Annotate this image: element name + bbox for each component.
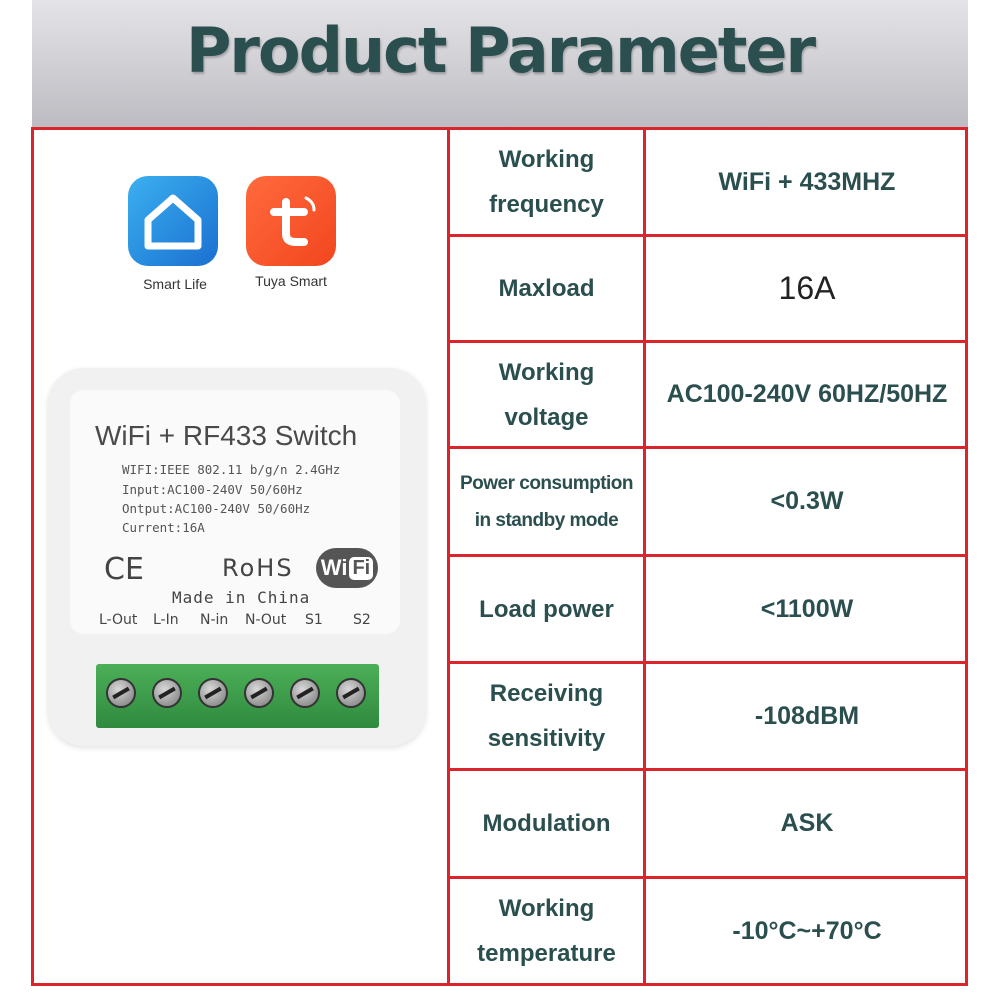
- param-value-voltage: AC100-240V 60HZ/50HZ: [666, 380, 948, 408]
- tuya-smart-label: Tuya Smart: [255, 273, 327, 289]
- made-in-label: Made in China: [172, 588, 311, 607]
- param-label-maxload: Maxload: [498, 275, 595, 302]
- param-label-temperature: Working temperature: [477, 895, 616, 967]
- param-label-standby: Power consumption in standby mode: [459, 472, 634, 531]
- tuya-smart-app-icon: [246, 176, 336, 266]
- house-icon: [128, 176, 218, 266]
- param-value-modulation: ASK: [780, 809, 834, 837]
- param-value-temperature: -10°C~+70°C: [732, 916, 882, 945]
- param-value-frequency: WiFi + 433MHZ: [718, 167, 896, 196]
- param-label-modulation: Modulation: [482, 810, 611, 837]
- param-value-sensitivity: -108dBM: [754, 701, 860, 730]
- device-title: WiFi + RF433 Switch: [95, 420, 358, 451]
- terminal-label: N-in: [200, 612, 229, 628]
- param-label-frequency: Working frequency: [489, 146, 604, 218]
- param-label-load-power: Load power: [479, 595, 614, 623]
- wifi-badge-icon: [316, 548, 378, 588]
- param-label-voltage: Working voltage: [498, 358, 595, 431]
- screw-icon: [198, 678, 228, 708]
- smart-life-app-icon: [128, 176, 218, 266]
- tuya-logo-icon: [246, 176, 336, 266]
- terminal-label: S2: [353, 612, 371, 628]
- param-label-sensitivity: Receiving sensitivity: [487, 680, 606, 752]
- screw-icon: [152, 678, 182, 708]
- terminal-label: L-In: [153, 612, 179, 628]
- screw-icon: [244, 678, 274, 708]
- screw-icon: [290, 678, 320, 708]
- param-value-load-power: <1100W: [760, 594, 854, 623]
- device-spec-output: Ontput:AC100-240V 50/60Hz: [122, 501, 311, 516]
- page-title: Product Parameter: [185, 14, 815, 87]
- device-spec-current: Current:16A: [122, 520, 205, 535]
- screw-icon: [336, 678, 366, 708]
- wifi-badge-text-a: Wi: [320, 555, 348, 580]
- param-value-maxload: 16A: [778, 270, 836, 306]
- terminal-label: N-Out: [245, 612, 287, 628]
- wifi-badge-text-b: Fi: [349, 557, 373, 580]
- smart-life-label: Smart Life: [143, 276, 207, 292]
- rohs-mark: RoHS: [222, 554, 294, 582]
- screw-icon: [106, 678, 136, 708]
- terminal-label: S1: [305, 612, 323, 628]
- ce-mark: CE: [104, 552, 144, 587]
- param-value-standby: <0.3W: [770, 487, 844, 515]
- device-spec-wifi: WIFI:IEEE 802.11 b/g/n 2.4GHz: [122, 462, 341, 477]
- terminal-label: L-Out: [99, 612, 138, 628]
- device-spec-input: Input:AC100-240V 50/60Hz: [122, 482, 303, 497]
